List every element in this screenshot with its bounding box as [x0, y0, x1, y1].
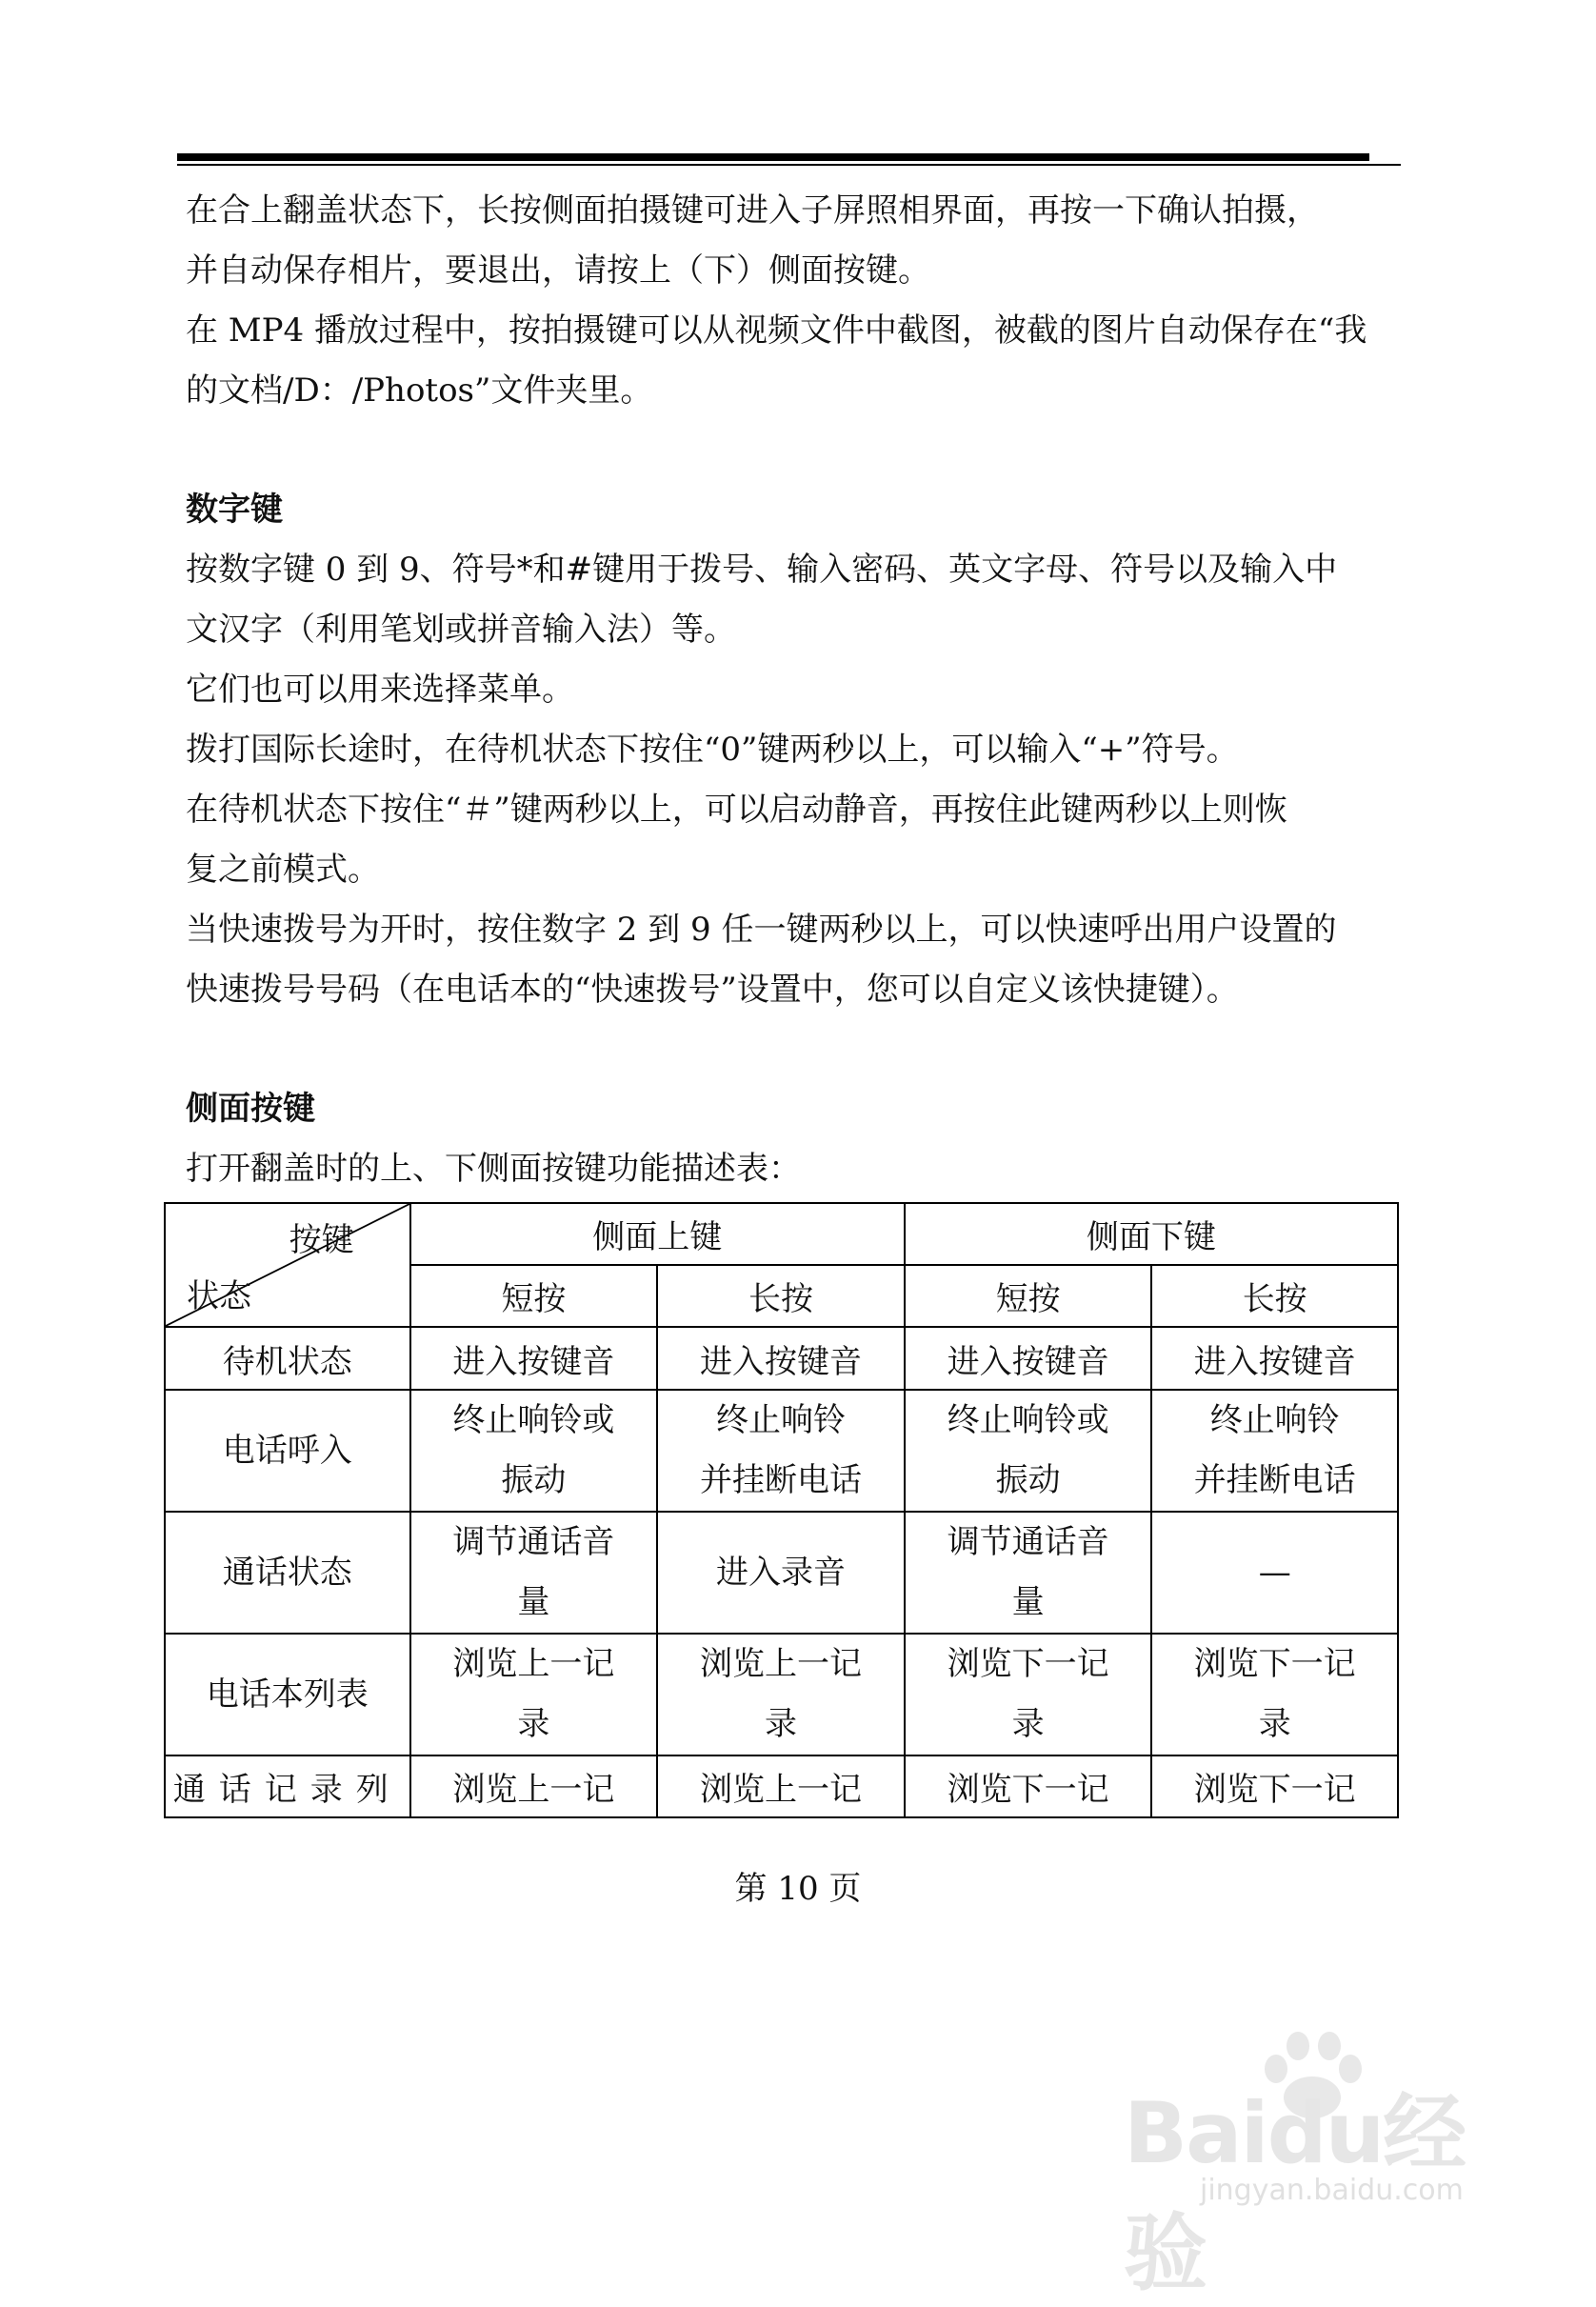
paragraph: 拨打国际长途时，在待机状态下按住“0”键两秒以上，可以输入“+”符号。 [186, 731, 1239, 769]
header-side-down: 侧面下键 [905, 1203, 1398, 1265]
header-rule [177, 153, 1369, 161]
document-body [186, 181, 1405, 1199]
table-row [165, 1512, 1398, 1634]
row-state: 电话呼入 [165, 1390, 410, 1512]
row-state: 电话本列表 [165, 1634, 410, 1755]
table-cell: 浏览上一记 录 [657, 1634, 905, 1755]
watermark-url: jingyan.baidu.com [1200, 2174, 1464, 2207]
table-cell: 进入按键音 [657, 1327, 905, 1390]
table-row [165, 1327, 1398, 1390]
table-cell: 浏览下一记 录 [905, 1634, 1152, 1755]
table-cell: 调节通话音 量 [905, 1512, 1152, 1634]
table-row [165, 1390, 1398, 1512]
paragraph: 它们也可以用来选择菜单。 [186, 671, 574, 709]
header-side-up: 侧面上键 [410, 1203, 905, 1265]
table-cell: 进入按键音 [1151, 1327, 1398, 1390]
section-title-digits: 数字键 [186, 491, 283, 529]
paragraph: 在 MP4 播放过程中，按拍摄键可以从视频文件中截图，被截的图片自动保存在“我 [186, 311, 1367, 350]
table-cell: 调节通话音 量 [410, 1512, 658, 1634]
page-number: 第 10 页 [734, 1870, 862, 1908]
table-header-row [165, 1203, 1398, 1265]
table-corner-cell [165, 1203, 410, 1327]
table-cell: 浏览上一记 [657, 1755, 905, 1817]
corner-key-label: 按键 [289, 1221, 354, 1259]
table-caption: 打开翻盖时的上、下侧面按键功能描述表： [186, 1150, 801, 1188]
table-row [165, 1755, 1398, 1817]
paragraph: 按数字键 0 到 9、符号*和#键用于拨号、输入密码、英文字母、符号以及输入中 [186, 551, 1338, 589]
table-cell: 进入按键音 [410, 1327, 658, 1390]
corner-state-label: 状态 [187, 1277, 251, 1315]
watermark-logo: Baidu经验 [1124, 2084, 1466, 2302]
subheader-long: 长按 [1151, 1265, 1398, 1327]
subheader-short: 短按 [410, 1265, 658, 1327]
paragraph: 在合上翻盖状态下，长按侧面拍摄键可进入子屏照相界面，再按一下确认拍摄， [186, 191, 1319, 230]
subheader-long: 长按 [657, 1265, 905, 1327]
table-cell: 终止响铃或 振动 [905, 1390, 1152, 1512]
table-cell: — [1151, 1512, 1398, 1634]
row-state: 通话记录列 [165, 1755, 410, 1817]
paragraph: 的文档/D：/Photos”文件夹里。 [186, 371, 653, 410]
paragraph: 在待机状态下按住“＃”键两秒以上，可以启动静音，再按住此键两秒以上则恢 [186, 791, 1287, 829]
table-row [165, 1634, 1398, 1755]
paragraph: 当快速拨号为开时，按住数字 2 到 9 任一键两秒以上，可以快速呼出用户设置的 [186, 911, 1337, 949]
section-title-side-keys: 侧面按键 [186, 1090, 315, 1128]
table-cell: 终止响铃 并挂断电话 [1151, 1390, 1398, 1512]
table-cell: 浏览下一记 录 [1151, 1634, 1398, 1755]
paragraph: 文汉字（利用笔划或拼音输入法）等。 [186, 611, 736, 649]
table-cell: 进入录音 [657, 1512, 905, 1634]
row-state: 通话状态 [165, 1512, 410, 1634]
table-cell: 进入按键音 [905, 1327, 1152, 1390]
table-cell: 浏览下一记 [905, 1755, 1152, 1817]
table-cell: 终止响铃 并挂断电话 [657, 1390, 905, 1512]
paragraph: 并自动保存相片，要退出，请按上（下）侧面按键。 [186, 251, 930, 290]
row-state: 待机状态 [165, 1327, 410, 1390]
table-cell: 浏览下一记 [1151, 1755, 1398, 1817]
table-cell: 浏览上一记 [410, 1755, 658, 1817]
table-cell: 浏览上一记 录 [410, 1634, 658, 1755]
table-cell: 终止响铃或 振动 [410, 1390, 658, 1512]
paragraph: 快速拨号号码（在电话本的“快速拨号”设置中，您可以自定义该快捷键）。 [186, 971, 1239, 1009]
subheader-short: 短按 [905, 1265, 1152, 1327]
side-keys-table [164, 1202, 1399, 1818]
paragraph: 复之前模式。 [186, 851, 380, 889]
baidu-watermark [1124, 2029, 1524, 2302]
